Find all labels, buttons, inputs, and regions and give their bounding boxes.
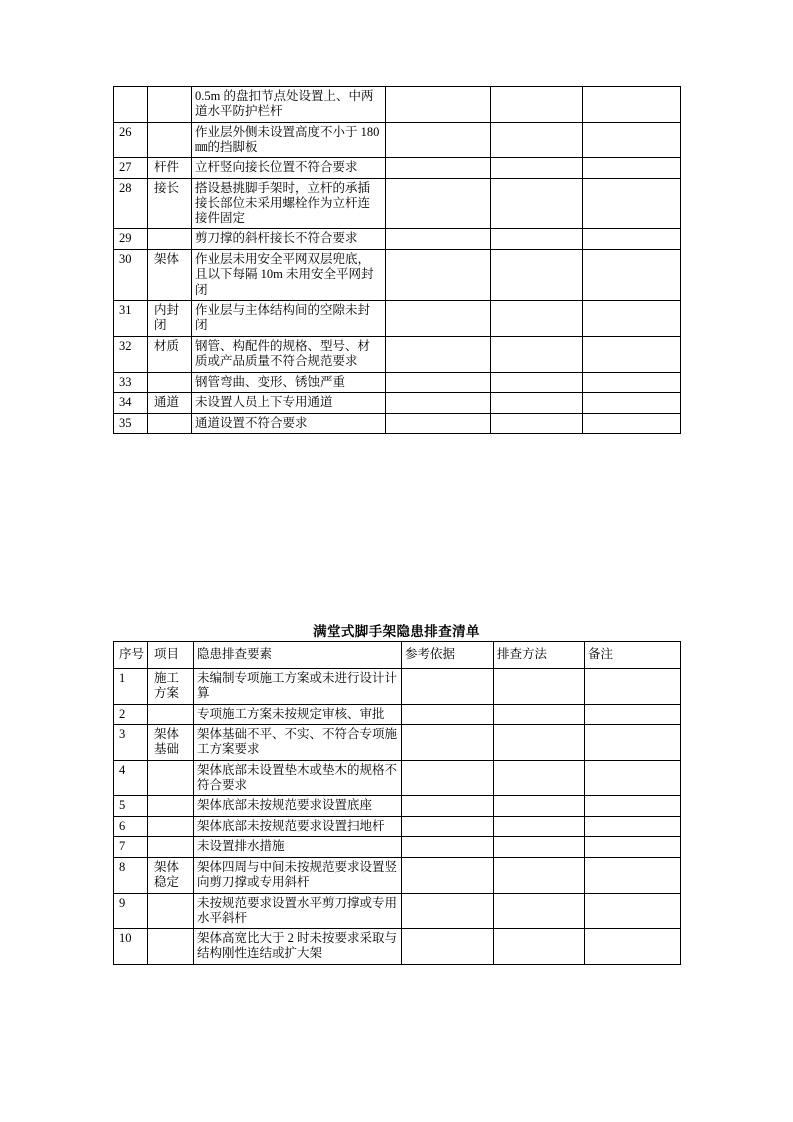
cell-item (148, 413, 192, 434)
cell-method (491, 337, 583, 373)
cell-note (583, 372, 681, 393)
cell-no: 27 (114, 158, 148, 179)
header-reference: 参考依据 (402, 642, 494, 669)
cell-reference (386, 178, 491, 229)
cell-reference (386, 158, 491, 179)
cell-item: 通道 (148, 393, 192, 414)
cell-item: 材质 (148, 337, 192, 373)
cell-item: 架体 (148, 250, 192, 301)
cell-element: 通道设置不符合要求 (192, 413, 386, 434)
cell-note (585, 893, 681, 929)
cell-no: 3 (114, 725, 148, 761)
cell-item (148, 816, 194, 837)
header-element: 隐患排查要素 (194, 642, 402, 669)
cell-method (491, 229, 583, 250)
cell-reference (402, 893, 494, 929)
cell-method (491, 122, 583, 158)
cell-item (148, 229, 192, 250)
cell-item: 接长 (148, 178, 192, 229)
cell-element: 未设置排水措施 (194, 837, 402, 858)
cell-note (583, 158, 681, 179)
cell-method (491, 372, 583, 393)
cell-reference (402, 816, 494, 837)
cell-method (494, 796, 585, 817)
cell-element: 钢管、构配件的规格、型号、材质或产品质量不符合规范要求 (192, 337, 386, 373)
hazard-checklist-table-continued (113, 86, 681, 434)
cell-note (585, 837, 681, 858)
cell-method (494, 669, 585, 705)
table-row (114, 837, 681, 858)
cell-element: 作业层未用安全平网双层兜底，且以下每隔 10m 未用安全平网封闭 (192, 250, 386, 301)
cell-no: 32 (114, 337, 148, 373)
table-row (114, 300, 681, 336)
cell-reference (402, 760, 494, 796)
table-row (114, 87, 681, 123)
cell-note (583, 413, 681, 434)
table-row (114, 250, 681, 301)
cell-item (148, 929, 194, 965)
cell-note (583, 229, 681, 250)
cell-item (148, 760, 194, 796)
cell-no: 31 (114, 300, 148, 336)
cell-no: 1 (114, 669, 148, 705)
table-row (114, 372, 681, 393)
cell-reference (386, 337, 491, 373)
cell-no: 9 (114, 893, 148, 929)
cell-reference (402, 929, 494, 965)
cell-reference (402, 669, 494, 705)
cell-item: 架体稳定 (148, 858, 194, 894)
cell-method (494, 704, 585, 725)
cell-element: 架体基础不平、不实、不符合专项施工方案要求 (194, 725, 402, 761)
table-row (114, 393, 681, 414)
cell-no: 4 (114, 760, 148, 796)
cell-no: 33 (114, 372, 148, 393)
table-row (114, 893, 681, 929)
cell-note (583, 300, 681, 336)
cell-note (585, 796, 681, 817)
cell-item (148, 87, 192, 123)
table-row (114, 929, 681, 965)
cell-element: 未设置人员上下专用通道 (192, 393, 386, 414)
cell-no: 30 (114, 250, 148, 301)
cell-reference (386, 122, 491, 158)
page-title: 满堂式脚手架隐患排查清单 (313, 624, 480, 639)
cell-reference (386, 250, 491, 301)
cell-element: 未编制专项施工方案或未进行设计计算 (194, 669, 402, 705)
table-row (114, 158, 681, 179)
cell-method (491, 413, 583, 434)
cell-no: 29 (114, 229, 148, 250)
cell-no: 28 (114, 178, 148, 229)
full-hall-scaffold-checklist-table (113, 641, 681, 965)
cell-no: 34 (114, 393, 148, 414)
cell-no: 8 (114, 858, 148, 894)
cell-no: 7 (114, 837, 148, 858)
cell-reference (386, 413, 491, 434)
cell-note (585, 858, 681, 894)
cell-reference (386, 300, 491, 336)
cell-item: 内封闭 (148, 300, 192, 336)
table-row (114, 669, 681, 705)
cell-reference (402, 837, 494, 858)
table-row (114, 178, 681, 229)
table-row (114, 796, 681, 817)
cell-no: 10 (114, 929, 148, 965)
cell-reference (402, 858, 494, 894)
cell-method (494, 760, 585, 796)
cell-note (585, 704, 681, 725)
cell-method (494, 858, 585, 894)
cell-no: 2 (114, 704, 148, 725)
cell-note (585, 816, 681, 837)
cell-element: 未按规范要求设置水平剪刀撑或专用水平斜杆 (194, 893, 402, 929)
cell-reference (402, 725, 494, 761)
header-method: 排查方法 (494, 642, 585, 669)
cell-item (148, 893, 194, 929)
table-row (114, 816, 681, 837)
cell-element: 架体高宽比大于 2 时未按要求采取与结构刚性连结或扩大架 (194, 929, 402, 965)
cell-reference (386, 372, 491, 393)
cell-element: 架体底部未按规范要求设置底座 (194, 796, 402, 817)
cell-element: 钢管弯曲、变形、锈蚀严重 (192, 372, 386, 393)
cell-method (491, 158, 583, 179)
cell-method (491, 87, 583, 123)
cell-item (148, 837, 194, 858)
header-item: 项目 (148, 642, 194, 669)
cell-reference (402, 704, 494, 725)
cell-element: 架体四周与中间未按规范要求设置竖向剪刀撑或专用斜杆 (194, 858, 402, 894)
cell-method (494, 929, 585, 965)
cell-method (494, 816, 585, 837)
cell-reference (386, 393, 491, 414)
cell-note (583, 87, 681, 123)
cell-note (585, 760, 681, 796)
cell-note (583, 393, 681, 414)
cell-method (491, 250, 583, 301)
cell-element: 专项施工方案未按规定审核、审批 (194, 704, 402, 725)
cell-item (148, 704, 194, 725)
cell-item (148, 796, 194, 817)
cell-method (491, 300, 583, 336)
cell-element: 立杆竖向接长位置不符合要求 (192, 158, 386, 179)
table-row (114, 704, 681, 725)
header-no: 序号 (114, 642, 148, 669)
table-row (114, 760, 681, 796)
table-header-row (114, 642, 681, 669)
cell-method (494, 725, 585, 761)
cell-item: 架体基础 (148, 725, 194, 761)
cell-note (585, 929, 681, 965)
cell-element: 架体底部未设置垫木或垫木的规格不符合要求 (194, 760, 402, 796)
cell-no: 35 (114, 413, 148, 434)
cell-note (585, 669, 681, 705)
cell-element: 架体底部未按规范要求设置扫地杆 (194, 816, 402, 837)
table-row (114, 413, 681, 434)
cell-element: 0.5m 的盘扣节点处设置上、中两道水平防护栏杆 (192, 87, 386, 123)
cell-note (585, 725, 681, 761)
cell-method (494, 893, 585, 929)
cell-item (148, 122, 192, 158)
cell-note (583, 337, 681, 373)
cell-note (583, 122, 681, 158)
cell-element: 作业层与主体结构间的空隙未封闭 (192, 300, 386, 336)
cell-element: 搭设悬挑脚手架时，立杆的承插接长部位未采用螺栓作为立杆连接件固定 (192, 178, 386, 229)
cell-element: 作业层外侧未设置高度不小于 180 ㎜的挡脚板 (192, 122, 386, 158)
table-row (114, 725, 681, 761)
cell-reference (386, 87, 491, 123)
cell-method (494, 837, 585, 858)
table-row (114, 229, 681, 250)
cell-method (491, 393, 583, 414)
cell-no: 26 (114, 122, 148, 158)
cell-item (148, 372, 192, 393)
cell-no: 5 (114, 796, 148, 817)
cell-item: 施工方案 (148, 669, 194, 705)
cell-element: 剪刀撑的斜杆接长不符合要求 (192, 229, 386, 250)
cell-no (114, 87, 148, 123)
cell-note (583, 250, 681, 301)
cell-method (491, 178, 583, 229)
cell-note (583, 178, 681, 229)
cell-item: 杆件 (148, 158, 192, 179)
table-row (114, 337, 681, 373)
table-row (114, 858, 681, 894)
cell-no: 6 (114, 816, 148, 837)
cell-reference (402, 796, 494, 817)
table-row (114, 122, 681, 158)
header-note: 备注 (585, 642, 681, 669)
cell-reference (386, 229, 491, 250)
